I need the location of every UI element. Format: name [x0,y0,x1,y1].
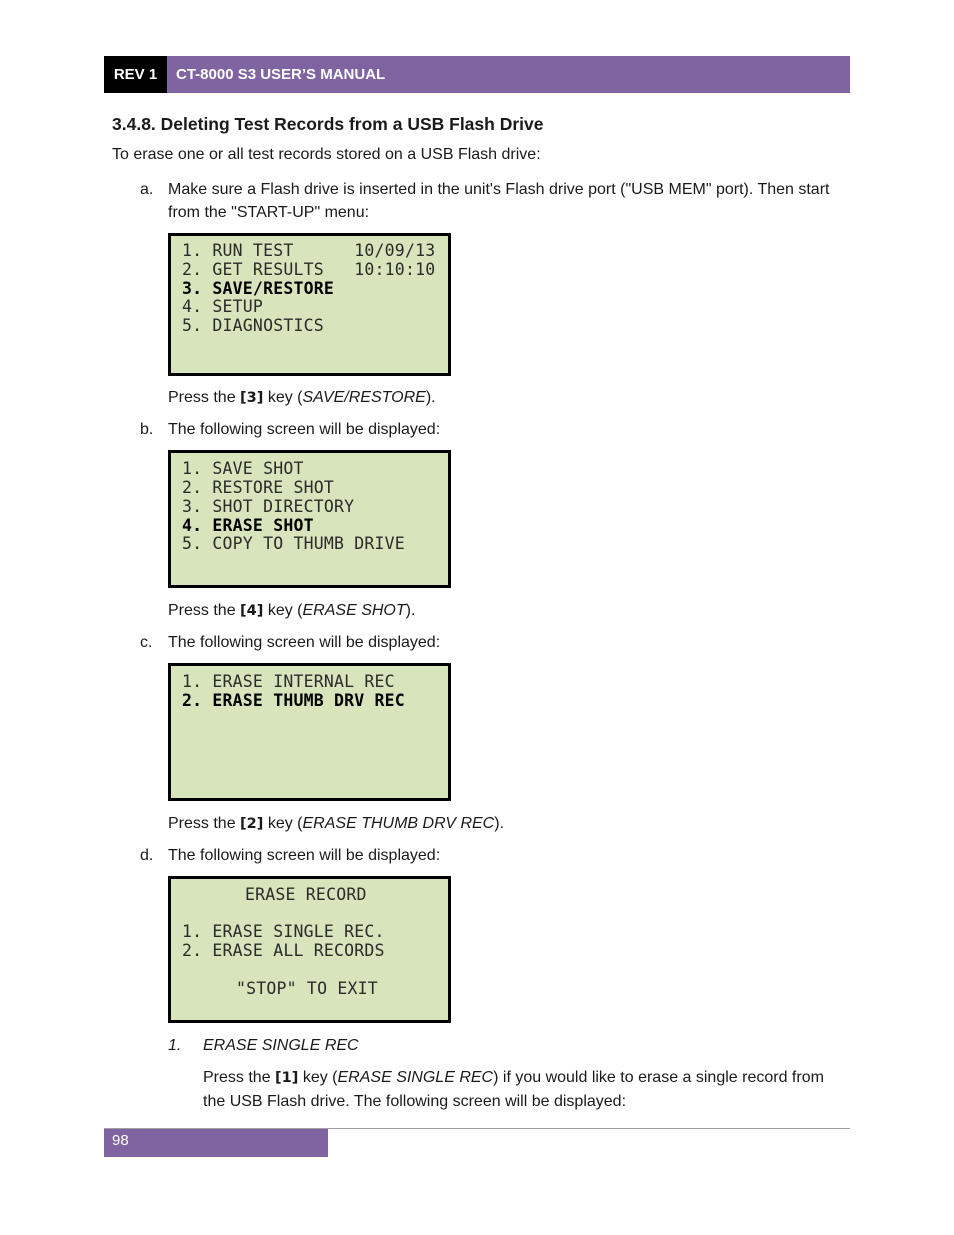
step-text: The following screen will be displayed: [168,847,441,864]
step-text: Make sure a Flash drive is inserted in the unit's Flash drive port ("USB MEM" port). Then start from the "START-UP" menu: [168,181,830,221]
step-marker: b. [140,421,154,438]
substep-marker: 1. [168,1037,182,1054]
page-header [104,56,850,93]
step-text: The following screen will be displayed: [168,421,441,438]
key-label: [3] [240,390,264,406]
press-instruction-substep: Press the [1] key (ERASE SINGLE REC) if you would like to erase a single record from the USB Flash drive. The following screen will be displayed: [203,1069,824,1110]
lcd-line: 4. SETUP [182,297,264,316]
lcd-line: 1. ERASE SINGLE REC. [182,922,385,941]
lcd-line: 2. ERASE ALL RECORDS [182,941,385,960]
lcd-line-selected: 2. ERASE THUMB DRV REC [182,691,405,710]
revision-label: REV 1 [104,56,167,93]
lcd-line: 5. COPY TO THUMB DRIVE [182,534,405,553]
step-marker: a. [140,181,154,198]
lcd-erase-menu [168,663,451,801]
press-instruction-b: Press the [4] key (ERASE SHOT). [168,602,416,619]
lcd-line: 1. RUN TEST 10/09/13 [182,241,436,260]
step-marker: d. [140,847,154,864]
lcd-save-restore-menu [168,450,451,588]
lcd-line-exit: "STOP" TO EXIT [236,979,378,998]
manual-title: CT-8000 S3 USER’S MANUAL [167,56,850,93]
step-text: The following screen will be displayed: [168,634,441,651]
lcd-screen-title: ERASE RECORD [245,885,367,904]
lcd-line-selected: 3. SAVE/RESTORE [182,279,335,298]
press-instruction-c: Press the [2] key (ERASE THUMB DRV REC). [168,815,505,832]
section-intro: To erase one or all test records stored on a USB Flash drive: [112,146,541,163]
lcd-line: 3. SHOT DIRECTORY [182,497,355,516]
key-label: [2] [240,816,264,832]
lcd-line: 1. SAVE SHOT [182,459,304,478]
page-number: 98 [104,1129,328,1157]
lcd-line: 2. RESTORE SHOT [182,478,335,497]
key-label: [4] [240,603,264,619]
lcd-startup-menu [168,233,451,376]
lcd-erase-record [168,876,451,1023]
lcd-line-selected: 4. ERASE SHOT [182,516,314,535]
key-label: [1] [275,1070,299,1086]
section-title: 3.4.8. Deleting Test Records from a USB Flash Drive [112,114,544,134]
lcd-line: 1. ERASE INTERNAL REC [182,672,395,691]
press-instruction-a: Press the [3] key (SAVE/RESTORE). [168,389,436,406]
lcd-line: 5. DIAGNOSTICS [182,316,324,335]
lcd-line: 2. GET RESULTS 10:10:10 [182,260,436,279]
step-marker: c. [140,634,153,651]
substep-title: ERASE SINGLE REC [203,1037,359,1054]
